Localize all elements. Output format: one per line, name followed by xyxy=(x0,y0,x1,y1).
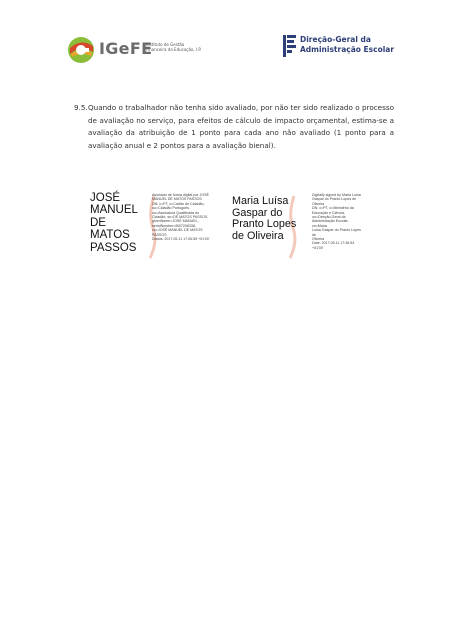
signer-name: JOSÉ MANUEL DE MATOS PASSOS xyxy=(90,192,138,254)
igefe-logo xyxy=(66,34,206,68)
paragraph-line: avaliação da atribuição de 1 ponto para cada ano não avaliado (1 ponto para a xyxy=(88,128,394,138)
dgae-logo xyxy=(283,34,403,60)
dgae-emblem-icon xyxy=(283,35,296,57)
paragraph-line: avaliação anual e 2 pontos para a avaliação bienal). xyxy=(88,140,276,150)
paragraph-line: de avaliação no serviço, para efeitos de cálculo de impacto orçamental, estima-se a xyxy=(88,115,394,125)
digital-signature-jose-manuel xyxy=(90,192,210,262)
dgae-title-line1: Direção-Geral da xyxy=(300,35,371,44)
paragraph-line: Quando o trabalhador não tenha sido avaliado, por não ter sido realizado o processo xyxy=(88,103,394,112)
igefe-name: IGeFE xyxy=(99,39,153,58)
dgae-title-line2: Administração Escolar xyxy=(300,45,395,54)
igefe-emblem-icon xyxy=(66,34,96,66)
igefe-subtitle: Instituto de Gestão Financeira da Educação, I.P. xyxy=(146,42,202,52)
signer-name: Maria Luísa Gaspar do Pranto Lopes de Oliveira xyxy=(232,195,297,242)
paragraph-9-5 xyxy=(74,102,394,152)
digital-signature-maria-luisa xyxy=(232,192,362,262)
signature-details: Digitally signed by Maria Luísa Gaspar do Pranto Lopes de Oliveira DN: c=PT, o=Ministério da Educação e Ciência, ou=Direção-Geral da Administração Escolar, cn=Maria Luísa Gaspar do Pranto Lopes de Oliveira Date: 2017.05.11 17:36:53 +01'00' xyxy=(312,193,361,250)
paragraph-number: 9.5. xyxy=(74,103,88,112)
signature-details: Assinado de forma digital por JOSÉ MANUEL DE MATOS PASSOS DN: c=PT, o=Cartão de Cidadão, ou=Cidadão Português, ou=Assinatura Qualificada do Cidadão, sn=DE MATOS PASSOS, givenName=JOSÉ MANUEL, serialNumber=BI07298338, cn=JOSÉ MANUEL DE MATOS PASSOS Dados: 2017.05.11 17:06:55 +01'00' xyxy=(152,193,210,242)
